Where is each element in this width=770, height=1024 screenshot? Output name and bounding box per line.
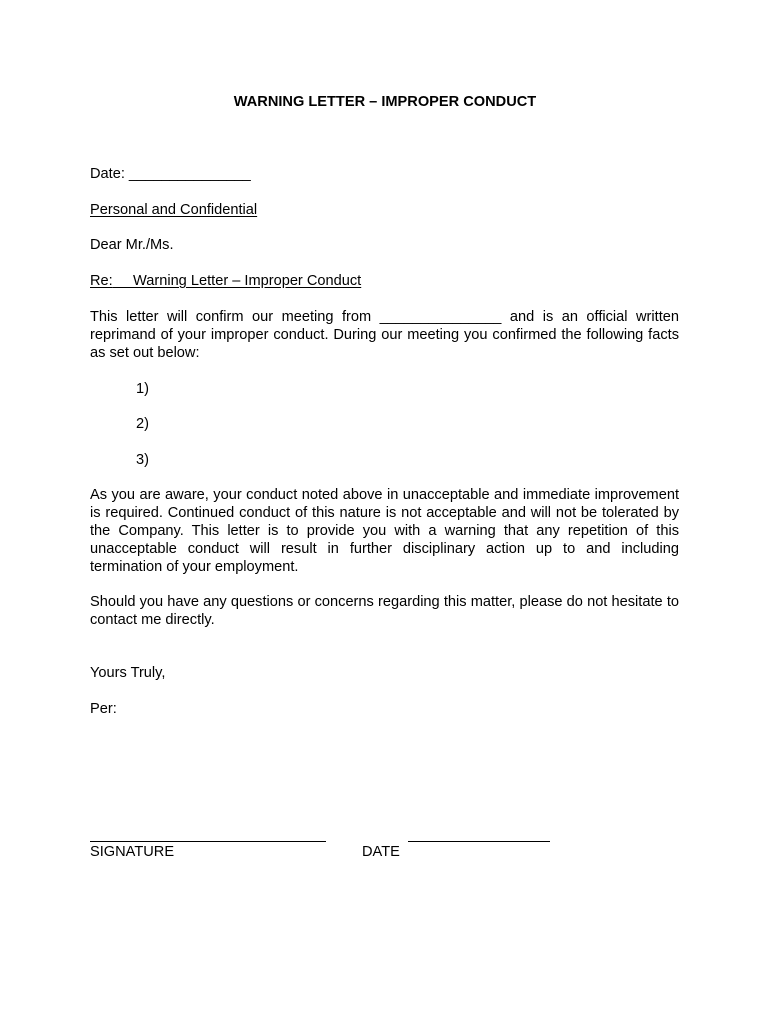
list-item-2: 2) [136,416,149,432]
re-subject: Warning Letter – Improper Conduct [133,273,362,289]
per-label: Per: [90,701,117,717]
re-line [90,272,361,290]
closing: Yours Truly, [90,665,166,681]
paragraph-meeting: This letter will confirm our meeting from _______________ and is an official written reprimand of your improper conduct. During our meeting you confirmed the following facts as set out below: [90,309,679,361]
date-line: Date: _______________ [90,166,251,182]
re-label: Re: [90,273,113,289]
date-rule [408,841,550,842]
confidential-label: Personal and Confidential [90,202,258,218]
signature-rule [90,841,326,842]
date-label: DATE [362,844,400,860]
list-item-1: 1) [136,381,149,397]
signature-label: SIGNATURE [90,844,175,860]
letter-title: WARNING LETTER – IMPROPER CONDUCT [233,94,537,110]
paragraph-conduct: As you are aware, your conduct noted above in unacceptable and immediate improvement is required. Continued conduct of this nature is not acceptable and will not be tolerated by the Company. This letter is to provide you with a warning that any repetition of this unacceptable conduct will result in further disciplinary action up to and including termination of your employment. [90,487,679,575]
salutation: Dear Mr./Ms. [90,237,174,253]
list-item-3: 3) [136,452,149,468]
paragraph-questions: Should you have any questions or concerns regarding this matter, please do not hesitate to contact me directly. [90,594,679,628]
